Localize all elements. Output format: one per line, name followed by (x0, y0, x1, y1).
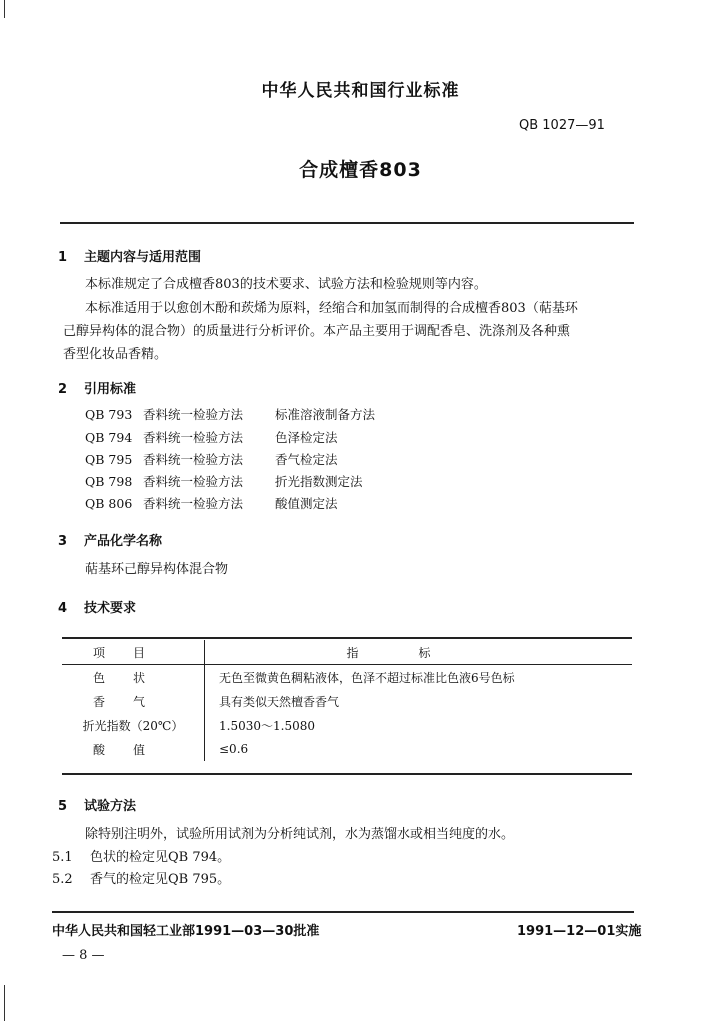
approval-line: 中华人民共和国轻工业部1991—03—30批准 (52, 924, 320, 939)
section-number: 5 (58, 799, 68, 814)
section-5-body: 除特别注明外，试验所用试剂为分析纯试剂，水为蒸馏水或相当纯度的水。 (85, 827, 515, 842)
section-1-heading (58, 246, 201, 265)
ref-code: QB 806 (85, 496, 133, 511)
section-number: 1 (58, 250, 68, 265)
ref-desc: 标准溶液制备方法 (275, 407, 376, 422)
section-5-heading (58, 795, 136, 814)
section-number: 3 (58, 534, 68, 549)
row-item: 色状 (62, 665, 205, 690)
scan-edge-mark (4, 0, 5, 18)
ref-name: 香料统一检验方法 (143, 430, 244, 445)
ref-row (85, 405, 375, 423)
table-top-rule (62, 637, 632, 639)
scan-edge-mark (4, 985, 5, 1021)
section-title: 试验方法 (84, 799, 137, 814)
row-value: 具有类似天然檀香香气 (219, 694, 340, 709)
header-value: 指标 (205, 640, 633, 665)
ref-code: QB 794 (85, 430, 133, 445)
subsection-number: 5.2 (52, 872, 73, 887)
ref-code: QB 798 (85, 474, 133, 489)
ref-name: 香料统一检验方法 (143, 407, 244, 422)
org-title: 中华人民共和国行业标准 (261, 81, 460, 101)
row-value: ≤0.6 (219, 742, 249, 756)
section-3-heading (58, 530, 162, 549)
section-1-para-2c: 香型化妆品香精。 (63, 347, 168, 362)
ref-desc: 酸值测定法 (275, 496, 338, 511)
ref-desc: 折光指数测定法 (275, 474, 363, 489)
table-header-row (62, 640, 632, 665)
subsection-5-2 (52, 868, 230, 887)
table-row (62, 665, 632, 690)
table-bottom-rule (62, 773, 632, 775)
row-item: 香气 (62, 689, 205, 713)
subsection-number: 5.1 (52, 850, 73, 865)
row-value: 1.5030～1.5080 (219, 718, 315, 733)
footer-rule (52, 911, 634, 913)
row-item: 酸值 (62, 737, 205, 761)
ref-name: 香料统一检验方法 (143, 474, 244, 489)
ref-row (85, 494, 338, 512)
spec-table (62, 640, 632, 761)
ref-row (85, 472, 363, 490)
ref-row (85, 428, 338, 446)
section-number: 4 (58, 601, 68, 616)
table-row (62, 713, 632, 737)
section-title: 技术要求 (84, 601, 137, 616)
table-row (62, 689, 632, 713)
subsection-text: 香气的检定见QB 795。 (90, 872, 231, 887)
section-number: 2 (58, 382, 68, 397)
section-title: 引用标准 (84, 382, 137, 397)
ref-desc: 香气检定法 (275, 452, 338, 467)
ref-name: 香料统一检验方法 (143, 452, 244, 467)
table-row (62, 737, 632, 761)
subsection-5-1 (52, 846, 230, 865)
subsection-text: 色状的检定见QB 794。 (90, 850, 231, 865)
section-1-para-1: 本标准规定了合成檀香803的技术要求、试验方法和检验规则等内容。 (85, 277, 487, 292)
row-item: 折光指数（20℃） (62, 713, 205, 737)
ref-desc: 色泽检定法 (275, 430, 338, 445)
section-4-heading (58, 597, 136, 616)
section-3-body: 萜基环己醇异构体混合物 (85, 562, 229, 577)
ref-name: 香料统一检验方法 (143, 496, 244, 511)
section-title: 主题内容与适用范围 (84, 250, 202, 265)
page-number: — 8 — (62, 948, 105, 963)
header-rule (60, 222, 634, 224)
section-1-para-2b: 己醇异构体的混合物）的质量进行分析评价。本产品主要用于调配香皂、洗涤剂及各种熏 (63, 324, 571, 339)
ref-code: QB 795 (85, 452, 133, 467)
ref-code: QB 793 (85, 407, 133, 422)
standard-code: QB 1027—91 (519, 118, 605, 133)
effective-date: 1991—12—01实施 (517, 924, 642, 939)
section-1-para-2a: 本标准适用于以愈创木酚和莰烯为原料，经缩合和加氢而制得的合成檀香803（萜基环 (85, 301, 578, 316)
row-value: 无色至微黄色稠粘液体，色泽不超过标准比色液6号色标 (219, 670, 515, 685)
doc-title: 合成檀香803 (299, 159, 422, 181)
section-title: 产品化学名称 (84, 534, 163, 549)
header-item: 项目 (62, 640, 205, 665)
ref-row (85, 450, 338, 468)
section-2-heading (58, 378, 136, 397)
